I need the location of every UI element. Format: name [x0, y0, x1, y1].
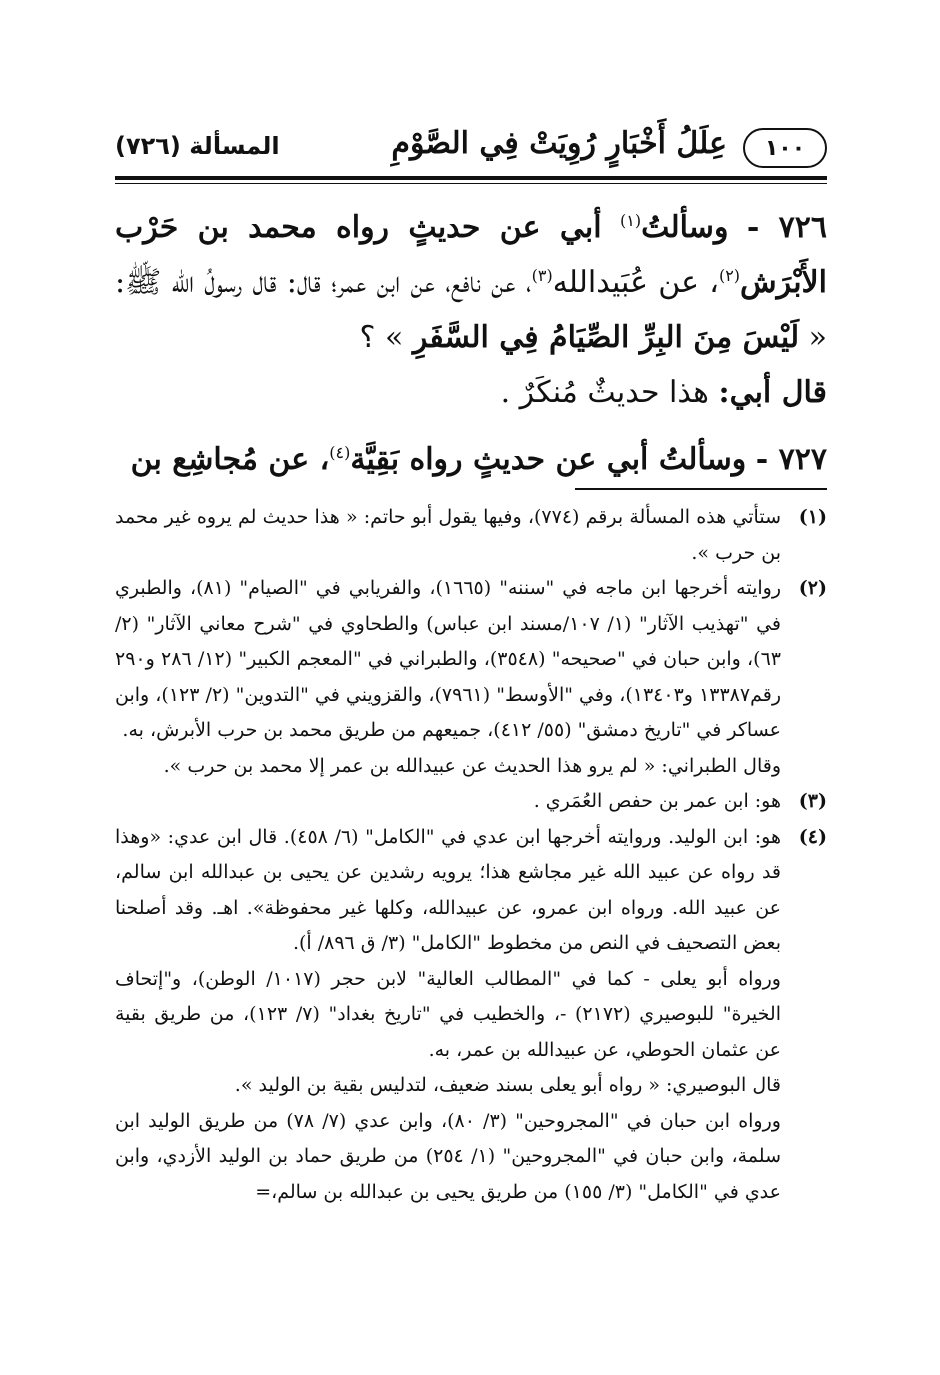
question-number: ٧٢٦ -	[746, 210, 827, 245]
footnote-3	[115, 784, 827, 820]
footnote-body	[115, 571, 781, 784]
footnote-ref[interactable]: (٢)	[718, 266, 741, 285]
footnote-ref[interactable]: (٤)	[329, 443, 351, 462]
question-number: ٧٢٧ -	[755, 442, 827, 477]
footnote-number: (٣)	[798, 790, 827, 812]
footnote-ref[interactable]: (١)	[619, 211, 642, 230]
footnote-1	[115, 500, 827, 571]
footnote-line: ورواه ابن حبان في "المجروحين" (٣/ ٨٠)، وابن عدي (٧/ ٧٨) من طريق الوليد ابن سلمة، وابن حبان في "المجروحين" (١/ ٢٥٤) من طريق حماد بن الوليد الأزدي، وابن عدي في "الكامل" (٣/ ١٥٥) من طريق يحيى بن عبدالله بن سالم،=	[115, 1109, 782, 1203]
footnote-body	[115, 500, 781, 571]
footnote-separator	[575, 488, 827, 490]
footnote-ref[interactable]: (٣)	[531, 266, 553, 285]
footnote-line: هو: ابن الوليد. وروايته أخرجها ابن عدي في "الكامل" (٦/ ٤٥٨). قال ابن عدي: «وهذا قد رواه عن عبيد الله غير مجاشع هذا؛ يرويه رشدين عن يحيى بن عبدالله ابن سالم، عن عبيد الله. ورواه ابن عمرو، عن عبيدالله، وكلها غير محفوظة». اهـ. وقد أصلحنا بعض التصحيف في النص من مخطوط "الكامل" (٣/ ق ٨٩٦/ أ).	[115, 825, 781, 954]
question-727	[115, 432, 827, 487]
footnote-line: وقال الطبراني: « لم يرو هذا الحديث عن عبيدالله بن عمر إلا محمد بن حرب ».	[163, 754, 781, 777]
question-726	[115, 200, 827, 365]
question-text: ، عن عُبَيدالله	[552, 265, 719, 300]
footnote-body	[115, 784, 781, 820]
footnote-2	[115, 571, 827, 784]
header-rule-thin	[115, 183, 827, 184]
main-text	[115, 200, 827, 487]
book-title: عِلَلُ أَخْبَارٍ رُوِيَتْ فِي الصَّوْمِ	[391, 126, 727, 161]
header-rule-thick	[115, 176, 827, 180]
footnote-4	[115, 820, 827, 1211]
running-header	[115, 122, 827, 180]
question-text: وسألتُ	[641, 210, 729, 245]
footnote-line: ورواه أبو يعلى - كما في "المطالب العالية" لابن حجر (١٠١٧/ الوطن)، و"إتحاف الخيرة" للبوصيري (٢١٧٢) -، والخطيب في "تاريخ بغداد" (٧/ ١٢٣)، من طريق بقية عن عثمان الحوطي، عن عبيدالله بن عمر، به.	[115, 967, 781, 1061]
page-number: ١٠٠	[743, 128, 827, 168]
question-text: ، عن نافع، عن ابن عمر؛ قال: قال رسولُ الله ﷺ: «	[115, 265, 827, 355]
question-text: وسألتُ أبي عن حديثٍ رواه بَقِيَّة	[350, 442, 747, 477]
footnote-body	[115, 820, 781, 1211]
footnotes	[115, 500, 827, 1210]
answer-label: قال أبي:	[718, 375, 827, 410]
footnote-number: (١)	[798, 506, 827, 528]
footnote-number: (٢)	[798, 577, 827, 599]
footnote-line: ستأتي هذه المسألة برقم (٧٧٤)، وفيها يقول أبو حاتم: « هذا حديث لم يروه غير محمد بن حرب ».	[115, 506, 781, 564]
answer	[115, 365, 827, 420]
issue-label: المسألة (٧٢٦)	[115, 132, 280, 160]
footnote-line: هو: ابن عمر بن حفص العُمَري .	[533, 790, 781, 812]
footnote-number: (٤)	[798, 825, 827, 848]
footnote-line: روايته أخرجها ابن ماجه في "سننه" (١٦٦٥)، والفريابي في "الصيام" (٨١)، والطبري في "تهذيب الآثار" (١/ ١٠٧/مسند ابن عباس) والطحاوي في "شرح معاني الآثار" (٢/ ٦٣)، وابن حبان في "صحيحه" (٣٥٤٨)، والطبراني في "المعجم الكبير" (١٢/ ٢٨٦ و٢٩٠ رقم١٣٣٨٧ و١٣٤٠٣)، وفي "الأوسط" (٧٩٦١)، والقزويني في "التدوين" (٢/ ١٢٣)، وابن عساكر في "تاريخ دمشق" (٥٥/ ٤١٢)، جميعهم من طريق محمد بن حرب الأبرش، به.	[115, 577, 782, 741]
footnote-line: قال البوصيري: « رواه أبو يعلى بسند ضعيف، لتدليس بقية بن الوليد ».	[234, 1074, 781, 1096]
question-text: ، عن مُجاشِع بن	[130, 442, 330, 477]
answer-text: هذا حديثٌ مُنكَرٌ .	[500, 375, 709, 410]
hadith-text: لَيْسَ مِنَ البِرِّ الصِّيَامُ فِي السَّفَرِ	[412, 320, 800, 355]
question-text: » ؟	[359, 320, 404, 355]
question-text: أبي عن حديثٍ رواه محمد بن حَرْب الأَبْرَش	[115, 210, 827, 300]
